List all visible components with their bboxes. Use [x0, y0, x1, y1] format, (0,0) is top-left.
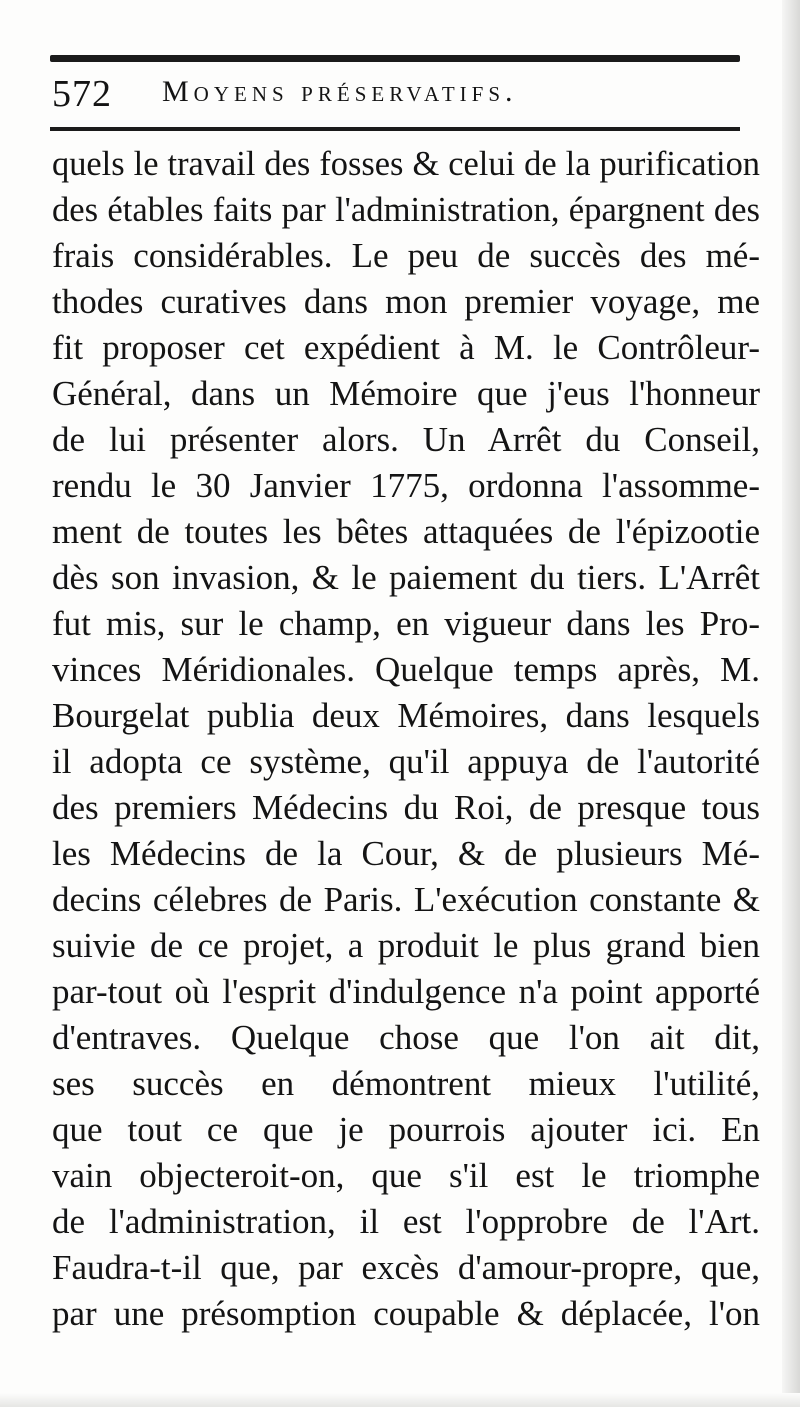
- page-number: 572: [52, 73, 112, 115]
- text-line: quels le travail des fosses & celui de la purification: [52, 145, 760, 183]
- text-line: vain objecteroit-on, que s'il est le triomphe: [52, 1156, 760, 1195]
- text-line: il adopta ce système, qu'il appuya de l'autorité: [52, 742, 760, 781]
- text-line: de lui présenter alors. Un Arrêt du Conseil,: [52, 420, 760, 459]
- text-line: vinces Méridionales. Quelque temps après, M.: [52, 650, 760, 689]
- text-line: Général, dans un Mémoire que j'eus l'honneur: [52, 374, 760, 413]
- text-line: fit proposer cet expédient à M. le Contrôleur-: [52, 328, 760, 367]
- text-line: Bourgelat publia deux Mémoires, dans lesquels: [52, 696, 760, 735]
- body-text: [52, 141, 760, 1337]
- text-line: fut mis, sur le champ, en vigueur dans les Pro-: [52, 604, 760, 643]
- text-line: dès son invasion, & le paiement du tiers. L'Arrêt: [52, 558, 760, 597]
- text-line: de l'administration, il est l'opprobre de l'Art.: [52, 1202, 760, 1241]
- running-head: [52, 72, 692, 116]
- page-bottom-shadow: [0, 1393, 800, 1407]
- header-rule: [50, 127, 740, 131]
- text-line: Faudra-t-il que, par excès d'amour-propre, que,: [52, 1248, 760, 1287]
- text-line: thodes curatives dans mon premier voyage, me: [52, 282, 760, 321]
- text-line: par une présomption coupable & déplacée, l'on: [52, 1294, 760, 1333]
- text-line: d'entraves. Quelque chose que l'on ait dit,: [52, 1018, 760, 1057]
- text-line: suivie de ce projet, a produit le plus grand bien: [52, 926, 760, 965]
- text-line: ment de toutes les bêtes attaquées de l'épizootie: [52, 512, 760, 551]
- text-line: les Médecins de la Cour, & de plusieurs Mé-: [52, 834, 760, 873]
- text-line: rendu le 30 Janvier 1775, ordonna l'assomme-: [52, 466, 760, 505]
- text-line: ses succès en démontrent mieux l'utilité,: [52, 1064, 760, 1103]
- text-line: frais considérables. Le peu de succès des mé-: [52, 236, 760, 275]
- page-edge-shadow: [782, 0, 800, 1407]
- top-rule: [50, 55, 740, 62]
- text-line: que tout ce que je pourrois ajouter ici. En: [52, 1110, 760, 1149]
- text-line: par-tout où l'esprit d'indulgence n'a point apporté: [52, 972, 760, 1011]
- text-line: des premiers Médecins du Roi, de presque tous: [52, 788, 760, 827]
- running-title: Moyens préservatifs.: [162, 75, 518, 108]
- text-line: decins célebres de Paris. L'exécution constante &: [52, 880, 760, 919]
- text-line: des étables faits par l'administration, épargnent des: [52, 191, 760, 229]
